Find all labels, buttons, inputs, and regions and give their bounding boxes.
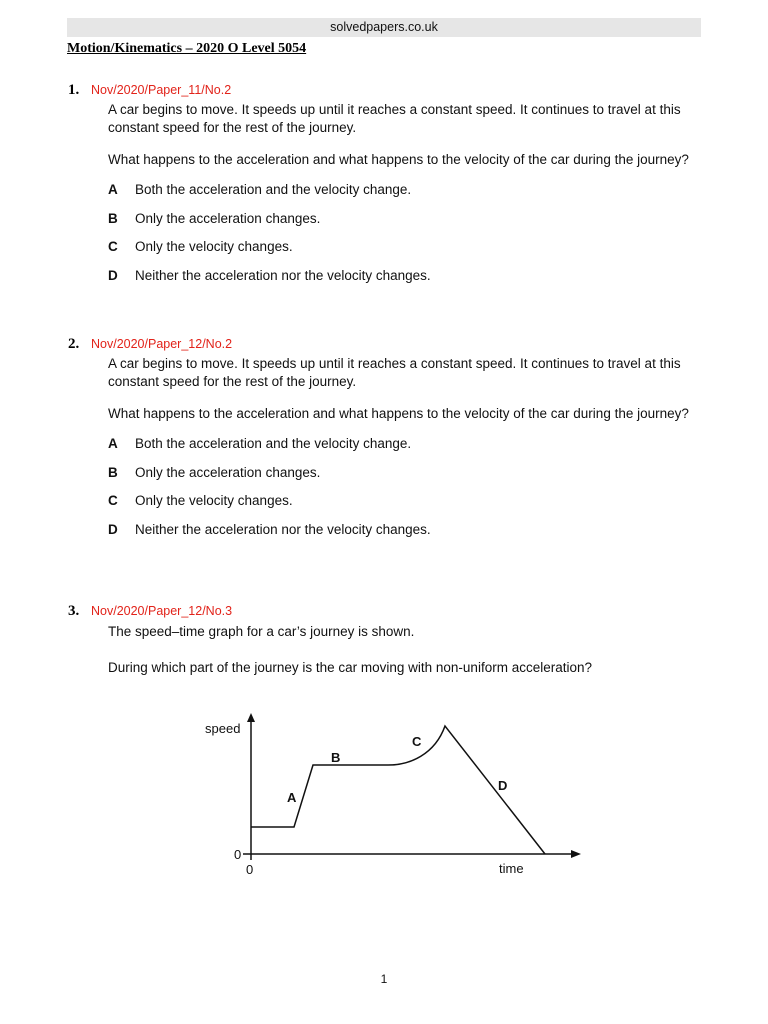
x-axis-label: time: [499, 861, 524, 876]
question-reference: Nov/2020/Paper_12/No.3: [91, 604, 233, 618]
question-stem-line-2: constant speed for the rest of the journey.: [108, 120, 357, 135]
y-axis-label: speed: [205, 721, 241, 736]
option-letter: D: [108, 522, 118, 537]
question-stem-line-1: A car begins to move. It speeds up until it reaches a constant speed. It continues to travel at this: [108, 102, 681, 117]
question-stem-line-2: constant speed for the rest of the journey.: [108, 374, 357, 389]
segment-label-c: C: [412, 734, 422, 749]
option-text: Both the acceleration and the velocity change.: [135, 436, 412, 451]
question-number: 2.: [68, 336, 80, 352]
y-axis-arrow: [247, 713, 255, 722]
speed-time-graph: [195, 710, 595, 885]
question-reference: Nov/2020/Paper_11/No.2: [91, 83, 232, 97]
question-prompt: What happens to the acceleration and what happens to the velocity of the car during the journey?: [108, 152, 689, 167]
document-title: Motion/Kinematics – 2020 O Level 5054: [67, 41, 307, 56]
question-prompt: During which part of the journey is the car moving with non-uniform acceleration?: [108, 660, 592, 675]
option-letter: D: [108, 268, 118, 283]
question-number: 1.: [68, 82, 80, 98]
option-text: Only the acceleration changes.: [135, 211, 321, 226]
x-axis-arrow: [571, 850, 581, 858]
option-text: Both the acceleration and the velocity change.: [135, 182, 412, 197]
option-letter: C: [108, 493, 118, 508]
option-letter: B: [108, 211, 118, 226]
question-stem-line-1: The speed–time graph for a car’s journey is shown.: [108, 624, 415, 639]
option-letter: B: [108, 465, 118, 480]
segment-label-d: D: [498, 778, 508, 793]
question-prompt: What happens to the acceleration and what happens to the velocity of the car during the journey?: [108, 406, 689, 421]
option-text: Only the velocity changes.: [135, 239, 293, 254]
x-origin-label: 0: [246, 862, 254, 877]
option-text: Only the acceleration changes.: [135, 465, 321, 480]
question-number: 3.: [68, 603, 80, 619]
segment-label-a: A: [287, 790, 297, 805]
option-text: Only the velocity changes.: [135, 493, 293, 508]
y-origin-label: 0: [234, 847, 242, 862]
option-letter: A: [108, 436, 118, 451]
question-stem-line-1: A car begins to move. It speeds up until it reaches a constant speed. It continues to travel at this: [108, 356, 681, 371]
page-number: 1: [380, 972, 388, 986]
option-letter: C: [108, 239, 118, 254]
option-letter: A: [108, 182, 118, 197]
option-text: Neither the acceleration nor the velocity changes.: [135, 268, 431, 283]
question-reference: Nov/2020/Paper_12/No.2: [91, 337, 233, 351]
site-name: solvedpapers.co.uk: [330, 20, 438, 34]
segment-label-b: B: [331, 750, 341, 765]
site-header-bar: [67, 18, 701, 37]
option-text: Neither the acceleration nor the velocity changes.: [135, 522, 431, 537]
